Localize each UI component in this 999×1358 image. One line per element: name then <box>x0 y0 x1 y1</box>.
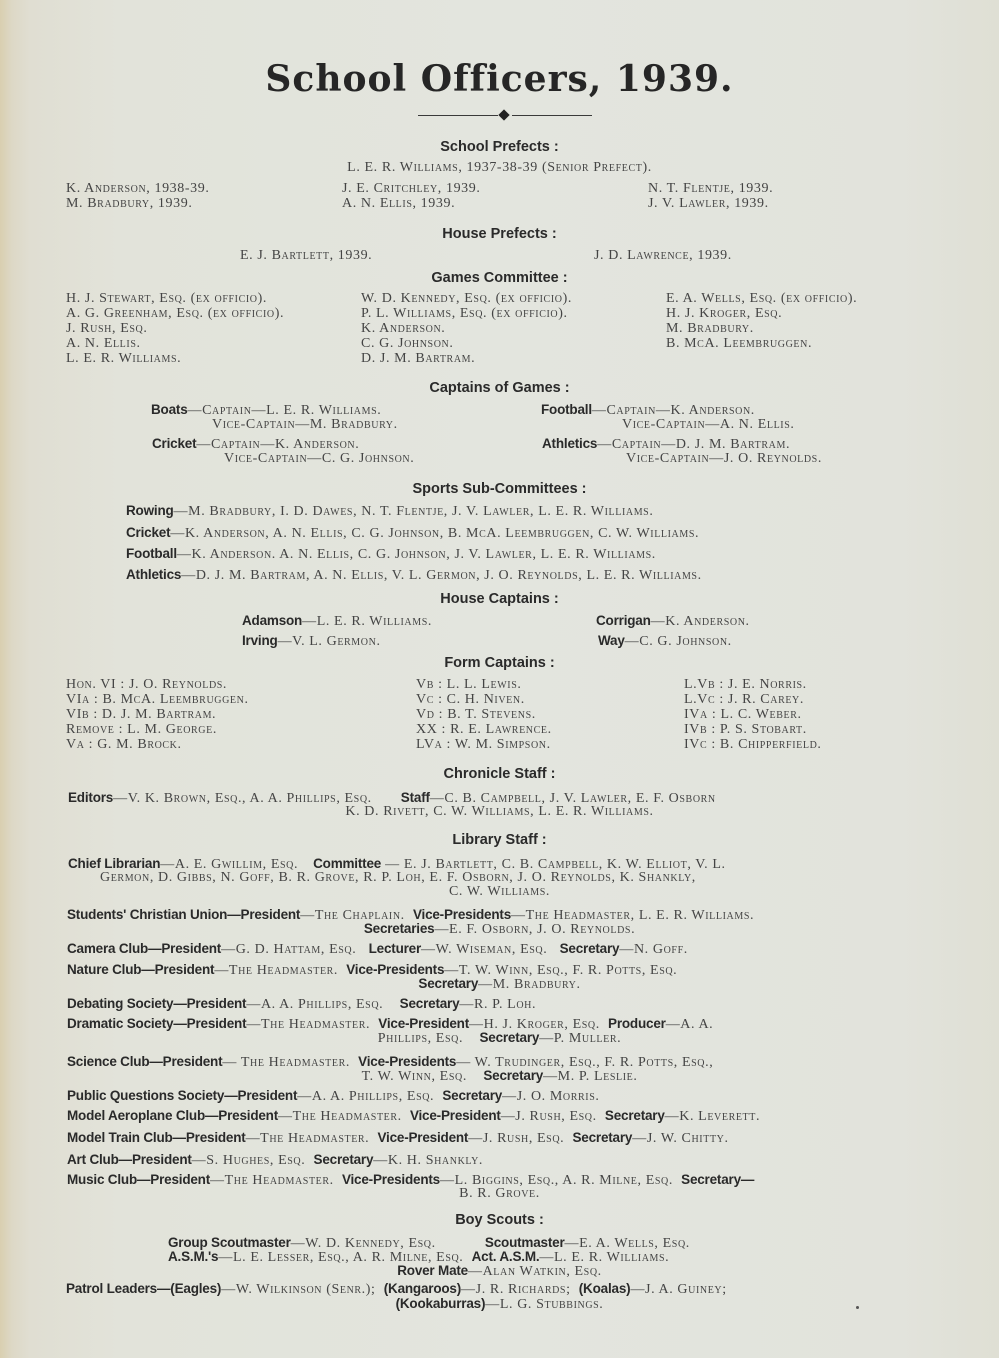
heading-games-committee: Games Committee : <box>431 270 568 286</box>
committee-member: J. Rush, Esq. <box>66 321 148 336</box>
society-model-train-club: Model Train Club—President—The Headmaster. Vice-President—J. Rush, Esq. Secretary—J. W. Chitty. <box>67 1130 729 1146</box>
cricket-vice-captain: Vice-Captain—C. G. Johnson. <box>224 451 415 466</box>
committee-member: K. Anderson. <box>361 321 446 336</box>
school-prefect: N. T. Flentje, 1939. <box>648 181 774 196</box>
title-ornament <box>418 108 594 122</box>
form-captain: IVc : B. Chipperfield. <box>684 737 822 752</box>
society-dramatic-society-cont: Phillips, Esq. Secretary—P. Muller. <box>377 1030 622 1046</box>
senior-prefect: L. E. R. Williams, 1937-38-39 (Senior Prefect). <box>347 160 652 175</box>
heading-boy-scouts: Boy Scouts : <box>455 1212 544 1228</box>
form-captain: VIa : B. McA. Leembruggen. <box>66 692 249 707</box>
boats-vice-captain: Vice-Captain—M. Bradbury. <box>212 417 398 432</box>
society-science-club: Science Club—President— The Headmaster. Vice-Presidents— W. Trudinger, Esq., F. R. Potts, Esq., <box>67 1054 714 1070</box>
committee-member: E. A. Wells, Esq. (ex officio). <box>666 291 858 306</box>
committee-member: W. D. Kennedy, Esq. (ex officio). <box>361 291 572 306</box>
form-captain: VIb : D. J. M. Bartram. <box>66 707 217 722</box>
heading-form-captains: Form Captains : <box>444 655 555 671</box>
heading-house-prefects: House Prefects : <box>442 226 557 242</box>
football-captain: Football—Captain—K. Anderson. <box>541 402 755 418</box>
ornament-rule-left <box>418 115 498 116</box>
committee-member: H. J. Kroger, Esq. <box>666 306 783 321</box>
athletics-vice-captain: Vice-Captain—J. O. Reynolds. <box>626 451 822 466</box>
committee-member: A. G. Greenham, Esq. (ex officio). <box>66 306 285 321</box>
committee-member: B. McA. Leembruggen. <box>666 336 813 351</box>
heading-school-prefects: School Prefects : <box>440 139 559 155</box>
committee-member: H. J. Stewart, Esq. (ex officio). <box>66 291 267 306</box>
committee-member: A. N. Ellis. <box>66 336 141 351</box>
society-science-club-cont: T. W. Winn, Esq. Secretary—M. P. Leslie. <box>361 1068 638 1084</box>
house-captain-corrigan: Corrigan—K. Anderson. <box>596 613 750 629</box>
committee-member: D. J. M. Bartram. <box>361 351 476 366</box>
library-committee-cont: Germon, D. Gibbs, N. Goff, B. R. Grove, R. P. Loh, E. F. Osborn, J. O. Reynolds, K. Shankly, <box>100 870 696 885</box>
cricket-captain: Cricket—Captain—K. Anderson. <box>152 436 360 452</box>
form-captain: Va : G. M. Brock. <box>66 737 182 752</box>
library-chief: Chief Librarian—A. E. Gwillim, Esq. Committee — E. J. Bartlett, C. B. Campbell, K. W. Elliot, V. L. <box>68 856 726 872</box>
society-public-questions-society: Public Questions Society—President—A. A. Phillips, Esq. Secretary—J. O. Morris. <box>67 1088 600 1104</box>
heading-chronicle-staff: Chronicle Staff : <box>443 766 556 782</box>
form-captain: IVa : L. C. Weber. <box>684 707 802 722</box>
society-students-christian-union: Students' Christian Union—President—The Chaplain. Vice-Presidents—The Headmaster, L. E. R. Williams. <box>67 907 755 923</box>
sub-committee-rowing: Rowing—M. Bradbury, I. D. Dawes, N. T. Flentje, J. V. Lawler, L. E. R. Williams. <box>126 503 654 519</box>
chronicle-editors: Editors—V. K. Brown, Esq., A. A. Phillips, Esq. Staff—C. B. Campbell, J. V. Lawler, E. F. Osborn <box>68 790 716 806</box>
page-title: School Officers, 1939. <box>265 58 734 100</box>
society-nature-club: Nature Club—President—The Headmaster. Vice-Presidents—T. W. Winn, Esq., F. R. Potts, Esq. <box>67 962 678 978</box>
library-committee-cont: C. W. Williams. <box>448 884 551 899</box>
society-debating-society: Debating Society—President—A. A. Phillips, Esq. Secretary—R. P. Loh. <box>67 996 537 1012</box>
house-prefect: J. D. Lawrence, 1939. <box>594 248 732 263</box>
form-captain: IVb : P. S. Stobart. <box>684 722 807 737</box>
athletics-captain: Athletics—Captain—D. J. M. Bartram. <box>542 436 791 452</box>
football-vice-captain: Vice-Captain—A. N. Ellis. <box>622 417 795 432</box>
society-art-club: Art Club—President—S. Hughes, Esq. Secretary—K. H. Shankly. <box>67 1152 484 1168</box>
ink-speck <box>856 1306 859 1309</box>
scouts-rover-mate: Rover Mate—Alan Watkin, Esq. <box>397 1263 602 1279</box>
society-music-club: Music Club—President—The Headmaster. Vice-Presidents—L. Biggins, Esq., A. R. Milne, Esq. Secretary— <box>67 1172 755 1188</box>
society-dramatic-society: Dramatic Society—President—The Headmaster. Vice-President—H. J. Kroger, Esq. Producer—A. A. <box>67 1016 714 1032</box>
committee-member: L. E. R. Williams. <box>66 351 182 366</box>
school-prefect: J. V. Lawler, 1939. <box>648 196 769 211</box>
society-music-club-cont: B. R. Grove. <box>459 1186 540 1201</box>
school-prefect: A. N. Ellis, 1939. <box>342 196 456 211</box>
sub-committee-athletics: Athletics—D. J. M. Bartram, A. N. Ellis, V. L. Germon, J. O. Reynolds, L. E. R. Williams. <box>126 567 702 583</box>
house-captain-adamson: Adamson—L. E. R. Williams. <box>242 613 432 629</box>
heading-library-staff: Library Staff : <box>452 832 547 848</box>
form-captain: XX : R. E. Lawrence. <box>416 722 552 737</box>
scouts-patrol-leaders-cont: (Kookaburras)—L. G. Stubbings. <box>395 1296 604 1312</box>
scouts-patrol-leaders: Patrol Leaders—(Eagles)—W. Wilkinson (Senr.); (Kangaroos)—J. R. Richards; (Koalas)—J. A. Guiney; <box>66 1281 727 1297</box>
boats-captain: Boats—Captain—L. E. R. Williams. <box>151 402 382 418</box>
form-captain: L.Vc : J. R. Carey. <box>684 692 804 707</box>
chronicle-staff-cont: K. D. Rivett, C. W. Williams, L. E. R. Williams. <box>345 804 654 819</box>
form-captain: Remove : L. M. George. <box>66 722 217 737</box>
society-nature-club-cont: Secretary—M. Bradbury. <box>418 976 581 992</box>
school-prefect: K. Anderson, 1938-39. <box>66 181 210 196</box>
heading-captains-of-games: Captains of Games : <box>429 380 570 396</box>
school-prefect: J. E. Critchley, 1939. <box>342 181 481 196</box>
house-prefect: E. J. Bartlett, 1939. <box>240 248 373 263</box>
sub-committee-cricket: Cricket—K. Anderson, A. N. Ellis, C. G. Johnson, B. McA. Leembruggen, C. W. Williams. <box>126 525 700 541</box>
society-students-christian-union-cont: Secretaries—E. F. Osborn, J. O. Reynolds. <box>363 921 636 937</box>
form-captain: Vc : C. H. Niven. <box>416 692 525 707</box>
diamond-icon <box>498 109 509 120</box>
scouts-group-scoutmaster: Group Scoutmaster—W. D. Kennedy, Esq. Scoutmaster—E. A. Wells, Esq. <box>168 1235 690 1251</box>
form-captain: Vb : L. L. Lewis. <box>416 677 522 692</box>
heading-house-captains: House Captains : <box>440 591 559 607</box>
school-prefect: M. Bradbury, 1939. <box>66 196 193 211</box>
ornament-rule-right <box>512 115 592 116</box>
form-captain: LVa : W. M. Simpson. <box>416 737 551 752</box>
society-camera-club: Camera Club—President—G. D. Hattam, Esq. Lecturer—W. Wiseman, Esq. Secretary—N. Goff. <box>67 941 688 957</box>
society-model-aeroplane-club: Model Aeroplane Club—President—The Headmaster. Vice-President—J. Rush, Esq. Secretary—K. Leverett. <box>67 1108 761 1124</box>
committee-member: M. Bradbury. <box>666 321 754 336</box>
committee-member: C. G. Johnson. <box>361 336 454 351</box>
form-captain: Hon. VI : J. O. Reynolds. <box>66 677 228 692</box>
scouts-asm: A.S.M.'s—L. E. Lesser, Esq., A. R. Milne, Esq. Act. A.S.M.—L. E. R. Williams. <box>168 1249 670 1265</box>
heading-sports-sub-committees: Sports Sub-Committees : <box>412 481 587 497</box>
house-captain-way: Way—C. G. Johnson. <box>598 633 732 649</box>
sub-committee-football: Football—K. Anderson. A. N. Ellis, C. G. Johnson, J. V. Lawler, L. E. R. Williams. <box>126 546 656 562</box>
form-captain: L.Vb : J. E. Norris. <box>684 677 807 692</box>
house-captain-irving: Irving—V. L. Germon. <box>242 633 381 649</box>
committee-member: P. L. Williams, Esq. (ex officio). <box>361 306 568 321</box>
form-captain: Vd : B. T. Stevens. <box>416 707 536 722</box>
